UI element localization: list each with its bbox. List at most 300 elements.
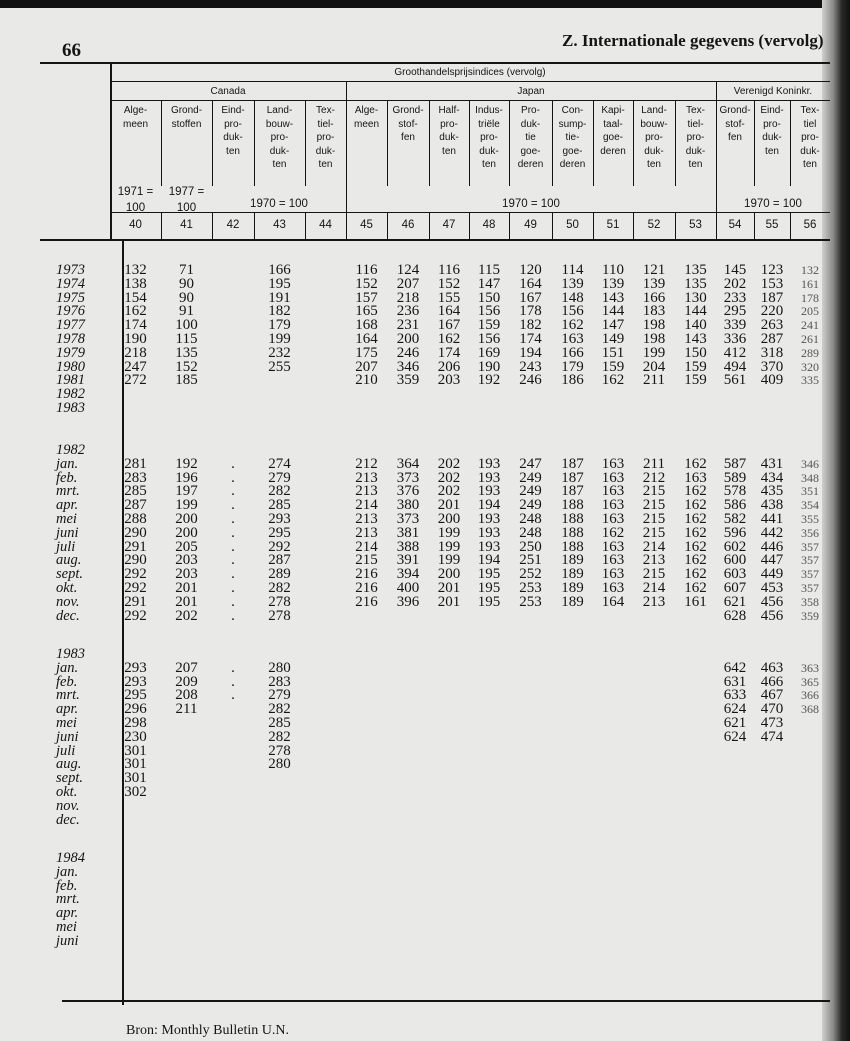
table-cell: 215 bbox=[642, 483, 666, 500]
table-cell: 121 bbox=[642, 262, 666, 278]
table-cell: 152 bbox=[175, 358, 198, 375]
row-label: sept. bbox=[56, 770, 83, 787]
column-number: 53 bbox=[689, 219, 702, 231]
table-cell: 150 bbox=[684, 344, 707, 361]
table-cell: 216 bbox=[355, 566, 378, 583]
table-cell: 203 bbox=[175, 566, 198, 583]
table-cell: . bbox=[231, 593, 235, 610]
table-cell: 206 bbox=[437, 358, 461, 375]
table-cell: 243 bbox=[519, 358, 542, 375]
column-divider bbox=[469, 101, 470, 186]
column-header: Kapi- taal- goe- deren bbox=[600, 105, 626, 157]
table-cell: 282 bbox=[268, 483, 291, 500]
table-cell: 144 bbox=[601, 303, 625, 320]
column-header: Eind- pro- duk- ten bbox=[760, 105, 784, 157]
column-number-divider bbox=[716, 213, 717, 239]
chapter-title: Z. Internationale gegevens (vervolg) bbox=[562, 31, 824, 50]
column-number: 48 bbox=[482, 219, 496, 231]
table-cell: 431 bbox=[760, 455, 784, 472]
row-label: feb. bbox=[56, 469, 78, 486]
table-cell: 165 bbox=[355, 303, 378, 320]
row-label: 1978 bbox=[56, 331, 85, 347]
table-cell: 204 bbox=[642, 358, 666, 375]
table-cell: 335 bbox=[801, 373, 819, 388]
column-number: 52 bbox=[647, 219, 661, 231]
table-cell: 200 bbox=[175, 524, 198, 541]
base-year-label: 1970 = 100 bbox=[502, 198, 560, 210]
table-cell: 154 bbox=[124, 289, 147, 306]
table-cell: 201 bbox=[175, 580, 198, 596]
column-number: 49 bbox=[524, 219, 537, 231]
column-header: Alge- meen bbox=[353, 105, 379, 130]
table-cell: 453 bbox=[760, 580, 784, 596]
table-cell: 174 bbox=[437, 344, 461, 361]
table-cell: 213 bbox=[642, 552, 666, 569]
column-header: Eind- pro- duk- ten bbox=[221, 105, 245, 157]
column-number-divider bbox=[305, 213, 306, 239]
table-cell: 291 bbox=[124, 538, 147, 555]
column-number-divider bbox=[161, 213, 162, 239]
table-cell: 147 bbox=[477, 275, 501, 292]
table-cell: 187 bbox=[561, 455, 584, 472]
column-divider bbox=[305, 101, 306, 186]
table-cell: 241 bbox=[801, 318, 819, 333]
table-cell: 295 bbox=[268, 524, 291, 541]
table-cell: . bbox=[231, 469, 235, 486]
row-label: jan. bbox=[56, 659, 79, 676]
table-cell: 179 bbox=[561, 358, 584, 375]
table-cell: 203 bbox=[437, 372, 461, 389]
table-cell: 231 bbox=[396, 317, 420, 334]
table-cell: 278 bbox=[268, 742, 291, 759]
table-cell: 207 bbox=[175, 659, 198, 676]
table-cell: 191 bbox=[268, 289, 291, 306]
table-cell: 143 bbox=[601, 289, 625, 306]
table-cell: 292 bbox=[124, 580, 147, 596]
table-cell: 116 bbox=[438, 262, 460, 278]
row-label: 1976 bbox=[56, 303, 85, 320]
table-cell: 295 bbox=[723, 303, 747, 320]
column-number-divider bbox=[593, 213, 594, 239]
table-cell: 197 bbox=[175, 483, 198, 500]
table-cell: 194 bbox=[519, 344, 542, 361]
table-title: Groothandelsprijsindices (vervolg) bbox=[394, 67, 546, 78]
row-label: mrt. bbox=[56, 687, 80, 704]
table-cell: 159 bbox=[684, 372, 707, 389]
table-cell: 187 bbox=[561, 469, 584, 486]
table-cell: 213 bbox=[355, 483, 378, 500]
table-cell: 358 bbox=[801, 594, 819, 609]
table-cell: 621 bbox=[723, 715, 747, 731]
table-cell: 202 bbox=[437, 455, 461, 472]
row-label: apr. bbox=[56, 905, 79, 922]
table-cell: 178 bbox=[519, 303, 542, 320]
table-cell: 470 bbox=[760, 701, 784, 718]
table-cell: 215 bbox=[642, 566, 666, 583]
table-cell: 246 bbox=[519, 372, 542, 389]
table-cell: 373 bbox=[396, 511, 420, 527]
table-cell: 359 bbox=[396, 372, 420, 389]
table-cell: 283 bbox=[268, 673, 291, 690]
table-cell: 602 bbox=[723, 538, 747, 555]
column-header: Land- bouw- pro- duk- ten bbox=[265, 105, 294, 170]
table-cell: 156 bbox=[477, 331, 501, 347]
table-cell: 163 bbox=[684, 469, 707, 486]
table-cell: 354 bbox=[801, 498, 819, 513]
table-cell: 248 bbox=[519, 524, 542, 541]
table-cell: 163 bbox=[601, 455, 625, 472]
table-cell: 370 bbox=[760, 358, 784, 375]
column-number-divider bbox=[212, 213, 213, 239]
table-cell: 208 bbox=[175, 687, 198, 704]
table-cell: 164 bbox=[519, 275, 542, 292]
table-cell: 296 bbox=[124, 701, 147, 718]
table-cell: 164 bbox=[437, 303, 461, 320]
table-cell: 293 bbox=[124, 673, 147, 690]
table-cell: 211 bbox=[175, 701, 198, 718]
table-cell: 162 bbox=[124, 303, 147, 320]
table-cell: 391 bbox=[396, 552, 420, 569]
table-cell: 200 bbox=[437, 511, 461, 527]
row-label: 1977 bbox=[56, 317, 85, 334]
column-divider bbox=[346, 101, 347, 186]
table-cell: 124 bbox=[396, 262, 420, 278]
row-label: 1975 bbox=[56, 289, 85, 306]
column-divider bbox=[161, 101, 162, 186]
table-cell: 174 bbox=[519, 331, 542, 347]
table-cell: 138 bbox=[124, 275, 147, 292]
column-header: Grond- stof- fen bbox=[392, 105, 424, 143]
table-cell: 155 bbox=[437, 289, 461, 306]
table-cell: 232 bbox=[268, 344, 291, 361]
table-cell: 199 bbox=[437, 552, 461, 569]
table-cell: 463 bbox=[760, 659, 784, 676]
table-cell: 365 bbox=[801, 674, 819, 689]
table-cell: 182 bbox=[519, 317, 542, 334]
row-label: okt. bbox=[56, 784, 78, 800]
table-cell: 247 bbox=[519, 455, 542, 472]
table-cell: 280 bbox=[268, 756, 291, 773]
row-label: aug. bbox=[56, 756, 82, 773]
table-cell: 394 bbox=[396, 566, 420, 583]
table-cell: 159 bbox=[477, 317, 501, 334]
base-year-label: 1970 = 100 bbox=[744, 198, 802, 210]
row-label: feb. bbox=[56, 877, 78, 894]
table-cell: 301 bbox=[124, 770, 147, 787]
column-divider bbox=[716, 101, 717, 186]
table-cell: 356 bbox=[801, 525, 819, 540]
row-label: apr. bbox=[56, 701, 79, 718]
row-label: 1974 bbox=[56, 275, 85, 292]
row-label: nov. bbox=[56, 797, 80, 814]
table-cell: . bbox=[231, 538, 235, 555]
column-header: Tex- tiel pro- duk- ten bbox=[800, 105, 820, 170]
row-label: dec. bbox=[56, 811, 80, 828]
table-cell: 582 bbox=[723, 511, 747, 527]
table-cell: 388 bbox=[396, 538, 420, 555]
table-cell: 253 bbox=[519, 593, 542, 610]
table-cell: 621 bbox=[723, 593, 747, 610]
table-cell: 292 bbox=[124, 607, 147, 624]
table-cell: 166 bbox=[561, 344, 584, 361]
table-cell: 162 bbox=[684, 455, 707, 472]
table-cell: 199 bbox=[437, 538, 461, 555]
row-label: 1980 bbox=[56, 358, 85, 375]
column-divider bbox=[254, 101, 255, 186]
table-cell: 144 bbox=[684, 303, 707, 320]
table-cell: 152 bbox=[437, 275, 461, 292]
table-cell: 441 bbox=[760, 511, 784, 527]
table-cell: 178 bbox=[801, 290, 819, 305]
table-cell: 163 bbox=[601, 483, 625, 500]
column-header: Pro- duk- tie goe- deren bbox=[517, 105, 544, 170]
table-cell: 624 bbox=[723, 728, 747, 745]
column-number-divider bbox=[633, 213, 634, 239]
row-label: aug. bbox=[56, 552, 82, 569]
row-label: dec. bbox=[56, 607, 80, 624]
table-cell: 215 bbox=[642, 524, 666, 541]
column-number: 46 bbox=[401, 219, 415, 231]
column-number: 40 bbox=[129, 219, 142, 231]
table-cell: 139 bbox=[601, 275, 625, 292]
table-cell: 642 bbox=[723, 659, 747, 676]
table-cell: 200 bbox=[437, 566, 461, 583]
row-label: juli bbox=[56, 742, 76, 759]
column-number: 50 bbox=[566, 219, 579, 231]
table-cell: 151 bbox=[601, 344, 625, 361]
table-cell: 346 bbox=[396, 358, 420, 375]
table-cell: 201 bbox=[175, 593, 198, 610]
table-cell: 587 bbox=[723, 455, 747, 472]
table-cell: 163 bbox=[601, 538, 625, 555]
table-cell: 320 bbox=[801, 359, 819, 374]
table-cell: 302 bbox=[124, 784, 147, 800]
table-cell: 187 bbox=[760, 289, 784, 306]
table-cell: 132 bbox=[801, 263, 819, 277]
row-label: mei bbox=[56, 715, 77, 731]
table-cell: 188 bbox=[561, 538, 584, 555]
table-cell: 447 bbox=[760, 552, 784, 569]
table-cell: . bbox=[231, 607, 235, 624]
column-number-divider bbox=[429, 213, 430, 239]
table-cell: 132 bbox=[124, 262, 147, 278]
table-cell: 214 bbox=[642, 580, 666, 596]
table-cell: 216 bbox=[355, 593, 378, 610]
table-cell: 162 bbox=[684, 483, 707, 500]
table-cell: 203 bbox=[175, 552, 198, 569]
table-cell: 189 bbox=[561, 593, 584, 610]
table-cell: . bbox=[231, 687, 235, 704]
column-divider bbox=[552, 101, 553, 186]
table-cell: . bbox=[231, 483, 235, 500]
source-note: Bron: Monthly Bulletin U.N. bbox=[126, 1023, 289, 1038]
table-cell: 169 bbox=[477, 344, 501, 361]
rule-bottom bbox=[62, 1000, 830, 1002]
table-cell: 589 bbox=[723, 469, 747, 486]
table-cell: 289 bbox=[268, 566, 291, 583]
table-cell: 274 bbox=[268, 455, 291, 472]
table-cell: 494 bbox=[723, 358, 747, 375]
table-cell: . bbox=[231, 497, 235, 514]
table-cell: 201 bbox=[437, 580, 461, 596]
row-label: juni bbox=[56, 524, 79, 541]
table-cell: 412 bbox=[723, 344, 747, 361]
column-number: 44 bbox=[319, 219, 332, 231]
table-cell: 167 bbox=[437, 317, 461, 334]
table-cell: . bbox=[231, 673, 235, 690]
table-cell: 202 bbox=[437, 469, 461, 486]
table-cell: 211 bbox=[643, 372, 665, 389]
table-cell: 247 bbox=[124, 358, 147, 375]
table-cell: 159 bbox=[601, 358, 625, 375]
table-cell: 210 bbox=[355, 372, 378, 389]
table-cell: 287 bbox=[760, 331, 784, 347]
table-cell: 161 bbox=[801, 276, 819, 291]
row-label: juli bbox=[56, 538, 76, 555]
table-cell: 381 bbox=[396, 524, 420, 541]
table-cell: 193 bbox=[477, 538, 501, 555]
table-cell: 236 bbox=[396, 303, 420, 320]
table-cell: 139 bbox=[561, 275, 584, 292]
table-cell: 289 bbox=[801, 345, 819, 360]
table-cell: 100 bbox=[175, 317, 198, 334]
table-cell: 139 bbox=[642, 275, 666, 292]
table-cell: 290 bbox=[124, 552, 147, 569]
table-cell: 199 bbox=[175, 497, 198, 514]
table-cell: 182 bbox=[268, 303, 291, 320]
table-cell: 252 bbox=[519, 566, 542, 583]
table-cell: 285 bbox=[268, 715, 291, 731]
table-cell: 145 bbox=[723, 262, 747, 278]
table-cell: 174 bbox=[124, 317, 147, 334]
table-cell: 114 bbox=[561, 262, 584, 278]
table-cell: 213 bbox=[642, 593, 666, 610]
table-cell: . bbox=[231, 659, 235, 676]
table-cell: 215 bbox=[355, 552, 378, 569]
column-divider bbox=[387, 101, 388, 186]
column-header: Con- sump- tie- goe- deren bbox=[558, 105, 587, 170]
row-label: mrt. bbox=[56, 483, 80, 500]
row-label: nov. bbox=[56, 593, 80, 610]
table-cell: 446 bbox=[760, 538, 784, 555]
table-cell: 163 bbox=[601, 566, 625, 583]
table-cell: 467 bbox=[760, 687, 784, 704]
table-cell: 603 bbox=[723, 566, 747, 583]
column-number-divider bbox=[254, 213, 255, 239]
table-cell: 212 bbox=[355, 455, 378, 472]
column-number: 55 bbox=[765, 219, 779, 231]
table-cell: 456 bbox=[760, 607, 784, 624]
table-cell: 168 bbox=[355, 317, 378, 334]
column-number-divider bbox=[346, 213, 347, 239]
table-cell: 292 bbox=[124, 566, 147, 583]
table-cell: 193 bbox=[477, 483, 501, 500]
column-number: 51 bbox=[606, 219, 620, 231]
table-cell: 336 bbox=[723, 331, 747, 347]
table-cell: 193 bbox=[477, 469, 501, 486]
table-cell: 249 bbox=[519, 469, 542, 486]
table-cell: 152 bbox=[355, 275, 378, 292]
table-cell: 202 bbox=[437, 483, 461, 500]
table-cell: 201 bbox=[437, 593, 461, 610]
table-cell: 115 bbox=[478, 262, 500, 278]
rule-country bbox=[110, 100, 830, 101]
section-heading: 1984 bbox=[56, 850, 85, 866]
table-cell: . bbox=[231, 455, 235, 472]
table-cell: 163 bbox=[601, 580, 625, 596]
column-number-divider bbox=[387, 213, 388, 239]
table-cell: 190 bbox=[477, 358, 501, 375]
table-cell: 359 bbox=[801, 608, 819, 623]
table-cell: 631 bbox=[723, 673, 747, 690]
table-cell: 163 bbox=[601, 469, 625, 486]
table-cell: 291 bbox=[124, 593, 147, 610]
table-cell: 348 bbox=[801, 470, 819, 485]
table-cell: 364 bbox=[396, 455, 420, 472]
table-cell: 211 bbox=[643, 455, 665, 472]
row-label: mei bbox=[56, 919, 77, 935]
table-cell: 91 bbox=[179, 303, 194, 320]
table-cell: 202 bbox=[175, 607, 198, 624]
page-number: 66 bbox=[62, 40, 81, 61]
column-header: Half- pro- duk- ten bbox=[438, 105, 460, 157]
table-cell: 285 bbox=[124, 483, 147, 500]
table-cell: 218 bbox=[124, 344, 147, 361]
table-cell: 272 bbox=[124, 372, 147, 389]
table-cell: 214 bbox=[642, 538, 666, 555]
table-cell: 400 bbox=[396, 580, 420, 596]
table-cell: 156 bbox=[477, 303, 501, 320]
table-cell: 156 bbox=[561, 303, 584, 320]
table-cell: 214 bbox=[355, 497, 378, 514]
table-cell: 150 bbox=[477, 289, 501, 306]
column-number-divider bbox=[469, 213, 470, 239]
table-cell: 357 bbox=[801, 581, 819, 595]
column-number: 43 bbox=[273, 219, 286, 231]
table-cell: 162 bbox=[684, 497, 707, 514]
table-cell: 279 bbox=[268, 469, 291, 486]
table-cell: 215 bbox=[642, 511, 666, 527]
table-cell: 253 bbox=[519, 580, 542, 596]
table-cell: 442 bbox=[760, 524, 784, 541]
table-cell: 164 bbox=[601, 593, 625, 610]
column-divider bbox=[790, 101, 791, 186]
base-year-label: 1970 = 100 bbox=[250, 198, 308, 210]
table-cell: 193 bbox=[477, 511, 501, 527]
table-cell: 561 bbox=[723, 372, 747, 389]
table-cell: 434 bbox=[760, 469, 784, 486]
table-cell: 192 bbox=[175, 455, 198, 472]
column-number: 47 bbox=[442, 219, 456, 231]
row-label: 1979 bbox=[56, 344, 85, 361]
table-cell: 192 bbox=[477, 372, 501, 389]
table-cell: 209 bbox=[175, 673, 198, 690]
table-cell: 376 bbox=[396, 483, 420, 500]
table-cell: 190 bbox=[124, 331, 147, 347]
table-cell: 185 bbox=[175, 372, 198, 389]
table-cell: 607 bbox=[723, 580, 747, 596]
table-cell: 213 bbox=[355, 469, 378, 486]
row-label: mei bbox=[56, 511, 77, 527]
table-cell: 292 bbox=[268, 538, 291, 555]
table-cell: 162 bbox=[601, 524, 625, 541]
table-cell: 71 bbox=[179, 262, 194, 278]
column-header: Grond- stof- fen bbox=[719, 105, 751, 143]
row-label: sept. bbox=[56, 566, 83, 583]
table-cell: 287 bbox=[124, 497, 147, 514]
table-cell: 628 bbox=[723, 607, 747, 624]
table-cell: 351 bbox=[801, 484, 819, 499]
